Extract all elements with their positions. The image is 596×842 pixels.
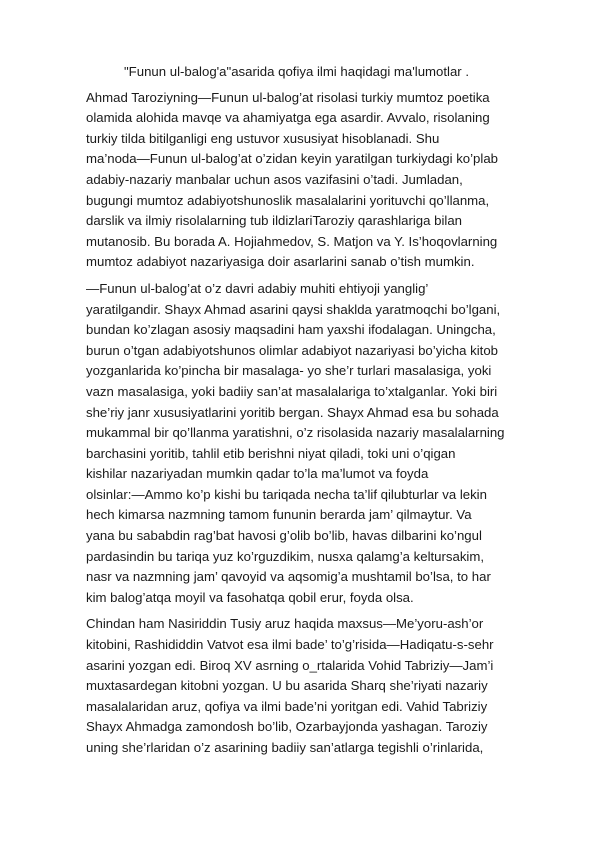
text-line: pardasindin bu tariqa yuz ko’rguzdikim, nusxa qalamg’a keltursakim, — [86, 548, 485, 564]
text-line: hech kimarsa nazmning tamom fununin berarda jam’ qilmaytur. Va — [86, 507, 472, 523]
text-line: —Funun ul-balog’at o’z davri adabiy muhiti ehtiyoji yanglig’ — [86, 280, 429, 296]
text-line: Shayx Ahmadga zamondosh bo’lib, Ozarbayjonda yashagan. Taroziy — [86, 719, 488, 735]
text-line: olamida alohida mavqe va ahamiyatga ega asardir. Avvalo, risolaning — [86, 110, 490, 126]
text-line: kitobini, Rashididdin Vatvot esa ilmi bade’ to’g’risida—Hadiqatu-s-sehr — [86, 637, 494, 653]
paragraph — [86, 614, 536, 758]
text-line: barchasini yoritib, tahlil etib berishni niyat qiladi, toki uni o’qigan — [86, 445, 456, 461]
text-line: ma’noda—Funun ul-balog’at o’zidan keyin yaratilgan turkiydagi ko’plab — [86, 151, 498, 167]
text-line: muxtasardegan kitobni yozgan. U bu asarida Sharq she’riyati nazariy — [86, 678, 488, 694]
text-line: darslik va ilmiy risolalarning tub ildizlariTaroziy qarashlariga bilan — [86, 213, 462, 229]
text-line: bundan ko’zlagan asosiy maqsadini ham yaxshi ifodalagan. Uningcha, — [86, 322, 496, 338]
text-line: adabiy-nazariy manbalar uchun asos vazifasini o’tadi. Jumladan, — [86, 171, 463, 187]
document-body — [86, 88, 536, 759]
text-line: she’riy janr xususiyatlarini yoritib bergan. Shayx Ahmad esa bu sohada — [86, 404, 499, 420]
paragraph — [86, 88, 536, 273]
text-line: vazn masalasiga, yoki badiiy san’at masalalariga to’xtalganlar. Yoki biri — [86, 383, 498, 399]
document-title: "Funun ul-balog'a"asarida qofiya ilmi haqidagi ma'lumotlar . — [124, 64, 469, 79]
text-line: turkiy tilda bitilganligi eng ustuvor xususiyat hisoblanadi. Shu — [86, 130, 440, 146]
text-line: nasr va nazmning jam’ qavoyid va aqsomig’a mushtamil bo’lsa, to har — [86, 569, 491, 585]
text-line: yaratilgandir. Shayx Ahmad asarini qaysi shaklda yaratmoqchi bo’lgani, — [86, 301, 501, 317]
text-line: mukammal bir qo’llanma yaratishni, o’z risolasida nazariy masalalarning — [86, 425, 505, 441]
text-line: bugungi mumtoz adabiyotshunoslik masalalarini yorituvchi qo’llanma, — [86, 192, 490, 208]
text-line: kishilar nazariyadan mumkin qadar to’la ma’lumot va foyda — [86, 466, 429, 482]
text-line: Chindan ham Nasiriddin Tusiy aruz haqida maxsus—Me’yoru-ash’or — [86, 616, 484, 632]
text-line: yozganlarida ko’pincha bir masalaga- yo she’r turlari masalasiga, yoki — [86, 363, 492, 379]
text-line: Ahmad Taroziyning—Funun ul-balog’at risolasi turkiy mumtoz poetika — [86, 89, 490, 105]
text-line: mumtoz adabiyot nazariyasiga doir asarlarini sanab o’tish mumkin. — [86, 254, 475, 270]
text-line: asarini yozgan edi. Biroq XV asrning o_rtalarida Vohid Tabriziy—Jam’i — [86, 657, 494, 673]
text-line: olsinlar:—Ammo ko’p kishi bu tariqada necha ta’lif qilubturlar va lekin — [86, 486, 487, 502]
text-line: mutanosib. Bu borada A. Hojiahmedov, S. Matjon va Y. Is’hoqovlarning — [86, 233, 498, 249]
text-line: masalalaridan aruz, qofiya va ilmi bade’ni yoritgan edi. Vahid Tabriziy — [86, 698, 488, 714]
text-line: uning she’rlaridan o’z asarining badiiy san’atlarga tegishli o’rinlarida, — [86, 740, 484, 755]
text-line: burun o’tgan adabiyotshunos olimlar adabiyot nazariyasi bo’yicha kitob — [86, 342, 498, 358]
text-line: kim balog’atqa moyil va fasohatqa qobil erur, foyda olsa. — [86, 589, 414, 605]
paragraph — [86, 279, 536, 609]
text-line: yana bu sababdin rag’bat havosi g’olib bo’lib, havas dilbarini ko’ngul — [86, 528, 482, 544]
